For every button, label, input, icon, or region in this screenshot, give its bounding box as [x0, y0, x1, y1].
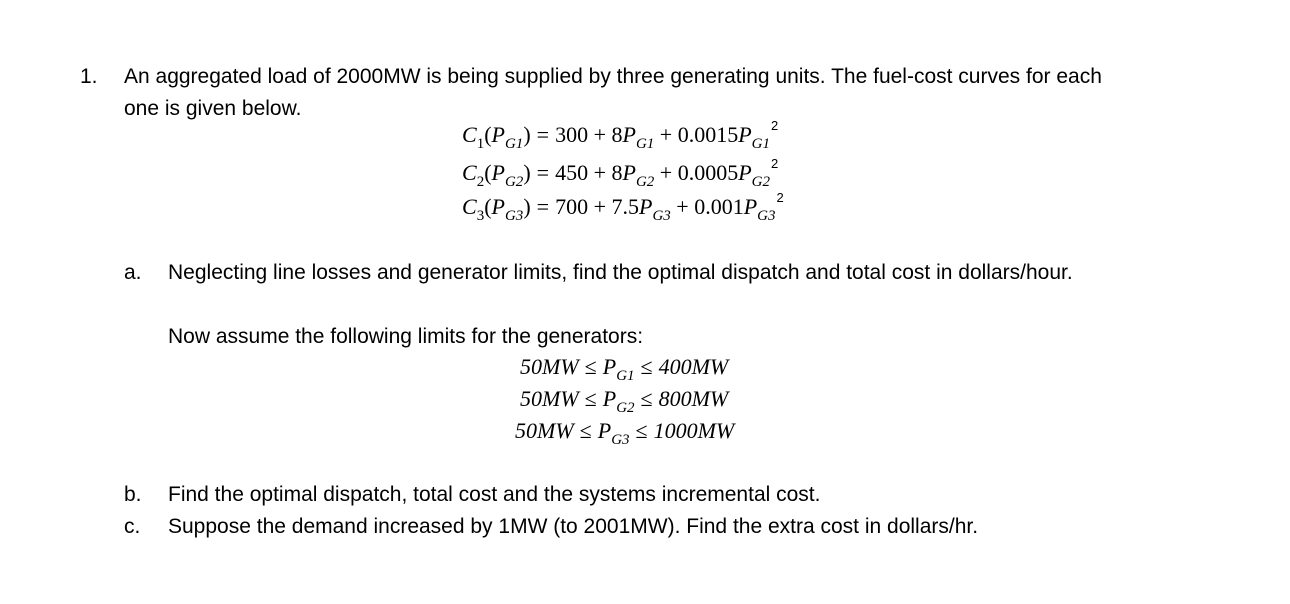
part-b-label: b. — [124, 483, 142, 506]
limit-g2-op1: ≤ — [584, 386, 597, 411]
limit-g1-var: P — [602, 354, 617, 379]
eq3-equals: = — [536, 194, 550, 219]
limit-g1-high: 400MW — [658, 354, 729, 379]
limit-g3-op1: ≤ — [579, 418, 592, 443]
eq3-rhs-quad-coef: + 0.001 — [676, 194, 744, 219]
cost-equation-1: $C_1(P_{G1}) = 300 + 8P_{G1} + 0.0015P_{G1}^2$ — [462, 118, 779, 152]
limit-g1-var-sub: G1 — [616, 368, 635, 384]
limit-g2-op2: ≤ — [640, 386, 653, 411]
eq3-arg-sub: G3 — [504, 208, 524, 224]
limit-g1 — [520, 352, 728, 385]
problem-number: 1. — [80, 65, 98, 88]
eq1-equals: = — [536, 122, 550, 147]
limit-g2 — [520, 384, 728, 417]
eq2-rhs-var-sub: G2 — [635, 174, 655, 190]
limit-g3 — [515, 416, 734, 449]
eq3-rhs-const: 700 + 7.5 — [555, 194, 639, 219]
limit-g3-var-sub: G3 — [611, 432, 630, 448]
eq2-rhs-quad-sub: G2 — [751, 174, 770, 190]
part-c-label: c. — [124, 515, 141, 538]
eq2-rhs-quad-var: P — [738, 160, 752, 185]
cost-equation-2: $C_2(P_{G2}) = 450 + 8P_{G2} + 0.0005P_{G2}^2$ — [462, 156, 779, 190]
eq3-rhs-var-sub: G3 — [652, 208, 671, 224]
eq1-rhs-quad-coef: + 0.0015 — [659, 122, 739, 147]
eq1-rhs-quad-sub: G1 — [751, 136, 770, 152]
eq2-exponent: 2 — [771, 156, 779, 171]
eq2-rhs-quad-coef: + 0.0005 — [659, 160, 739, 185]
eq3-rhs-quad-var: P — [743, 194, 758, 219]
eq3-rhs-quad-sub: G3 — [757, 208, 776, 224]
limit-g1-op1: ≤ — [584, 354, 597, 379]
eq1-rhs-quad-var: P — [738, 122, 752, 147]
limit-g3-var: P — [597, 418, 612, 443]
part-a-text: Neglecting line losses and generator limits, find the optimal dispatch and total cost in dollars/hour. — [168, 261, 1073, 284]
cost-equation-3: $C_3(P_{G3}) = 700 + 7.5P_{G3} + 0.001P_{G3}^2$ — [462, 190, 784, 224]
eq1-rhs-var: P — [622, 122, 636, 147]
limit-g2-var: P — [602, 386, 617, 411]
eq2-arg: P — [491, 160, 505, 185]
limits-intro: Now assume the following limits for the generators: — [168, 325, 644, 348]
problem-intro-line-1: An aggregated load of 2000MW is being supplied by three generating units. The fuel-cost curves for each — [124, 65, 1102, 88]
eq3-func: C — [462, 194, 477, 219]
eq2-rhs-var: P — [622, 160, 636, 185]
eq2-func-sub: 2 — [476, 174, 485, 190]
limit-g1-op2: ≤ — [640, 354, 653, 379]
eq3-func-sub: 3 — [476, 208, 485, 224]
limit-g2-var-sub: G2 — [616, 400, 635, 416]
eq1-arg-sub: G1 — [504, 136, 524, 152]
eq1-exponent: 2 — [771, 118, 779, 133]
eq2-func: C — [462, 160, 477, 185]
eq1-rhs-var-sub: G1 — [635, 136, 655, 152]
eq3-exponent: 2 — [776, 190, 784, 205]
part-a-label: a. — [124, 261, 142, 284]
eq1-arg: P — [491, 122, 505, 147]
eq2-equals: = — [536, 160, 550, 185]
limit-g3-high: 1000MW — [653, 418, 735, 443]
part-b-text: Find the optimal dispatch, total cost and the systems incremental cost. — [168, 483, 821, 506]
eq1-func-sub: 1 — [476, 136, 485, 152]
eq3-arg: P — [491, 194, 505, 219]
limit-g2-high: 800MW — [658, 386, 729, 411]
eq1-func: C — [462, 122, 477, 147]
eq2-rhs-const: 450 + 8 — [555, 160, 623, 185]
limit-g3-low: 50MW — [515, 418, 574, 443]
eq3-rhs-var: P — [638, 194, 653, 219]
part-c-text: Suppose the demand increased by 1MW (to 2001MW). Find the extra cost in dollars/hr. — [168, 515, 979, 538]
eq1-rhs-const: 300 + 8 — [555, 122, 623, 147]
eq2-arg-sub: G2 — [504, 174, 524, 190]
problem-intro-line-2: one is given below. — [124, 97, 302, 120]
limit-g1-low: 50MW — [520, 354, 579, 379]
limit-g3-op2: ≤ — [635, 418, 648, 443]
limit-g2-low: 50MW — [520, 386, 579, 411]
